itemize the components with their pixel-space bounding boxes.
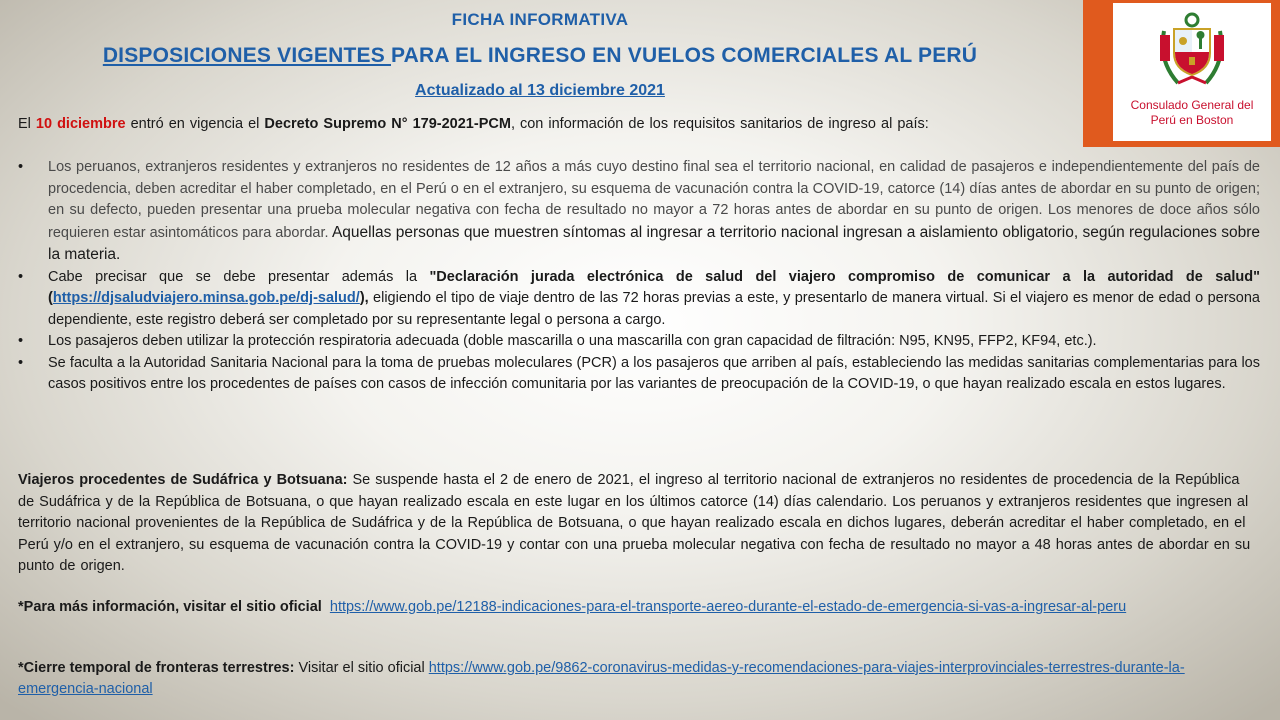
consulate-name: Consulado General del Perú en Boston <box>1130 98 1254 127</box>
south-africa-botswana-paragraph: Viajeros procedentes de Sudáfrica y Botsuana: Se suspende hasta el 2 de enero de 2021, el ingreso al territorio nacional de extranjeros no residentes de procedencia de la República de Sudáfrica y de la República de Botsuana, o que hayan realizado escala en este lugar en los últimos catorce (14) días calendario. Los peruanos y extranjeros residentes que ingresen al territorio nacional provenientes de la República de Sudáfrica y de la República de Botsuana, o que hayan realizado escala en dichos lugares, deberán acreditar el haber completado, en el Perú y/o en el extranjero, su esquema de vacunación contra la COVID-19 y contar con una prueba molecular negativa con fecha de resultado no mayor a 48 horas antes de abordar en su punto de origen. <box>18 472 1251 574</box>
bullet-marker: • <box>18 333 24 349</box>
dj-salud-link[interactable]: https://djsaludviajero.minsa.gob.pe/dj-salud/ <box>52 290 360 306</box>
gob-pe-land-travel-link[interactable]: https://www.gob.pe/9862-coronavirus-medidas-y-recomendaciones-para-viajes-interprovinciales-terrestres-durante-la-emergencia-nacional <box>18 660 1185 697</box>
border-closure-paragraph: *Cierre temporal de fronteras terrestres: Visitar el sitio oficial https://www.gob.pe/9862-coronavirus-medidas-y-recomendaciones-para-viajes-interprovinciales-terrestres-durante-la-emergencia-nacional <box>18 660 1185 697</box>
title-rest: PARA EL INGRESO EN VUELOS COMERCIALES AL PERÚ <box>390 44 978 67</box>
page-title <box>0 44 1080 68</box>
list-item: • Se faculta a la Autoridad Sanitaria Nacional para la toma de pruebas moleculares (PCR) a los pasajeros que arriben al país, estableciendo las medidas sanitarias complementarias para los casos positivos entre los procedentes de países con casos de infección comunitaria por las variantes de preocupación de la COVID-19, o que hayan realizado escala en estos lugares. <box>18 354 1260 392</box>
updated-date: Actualizado al 13 diciembre 2021 <box>415 82 665 99</box>
ficha-heading: FICHA INFORMATIVA <box>451 10 629 29</box>
bullet-marker: • <box>18 268 24 285</box>
gob-pe-air-transport-link[interactable]: https://www.gob.pe/12188-indicaciones-para-el-transporte-aereo-durante-el-estado-de-emergencia-si-vas-a-ingresar-al-peru <box>329 599 1127 615</box>
more-info-paragraph <box>18 597 1260 618</box>
list-item: • Cabe precisar que se debe presentar además la "Declaración jurada electrónica de salud del viajero compromiso de comunicar a la autoridad de salud" (https://djsaludviajero.minsa.gob.pe/dj-salud/), eligiendo el tipo de viaje dentro de las 72 horas previas a este, y presentarlo de manera virtual. Si el viajero es menor de edad o persona dependiente, este registro deberá ser completado por su representante legal o persona a cargo. <box>18 268 1261 328</box>
coat-of-arms-icon <box>1156 11 1228 91</box>
bullet-marker: • <box>18 159 24 175</box>
title-underlined: DISPOSICIONES VIGENTES <box>102 44 391 67</box>
border-closure-label: *Cierre temporal de fronteras terrestres: <box>18 660 295 676</box>
decree-name: Decreto Supremo N° 179-2021-PCM <box>264 116 511 132</box>
requirements-list <box>18 157 1260 396</box>
viajeros-label: Viajeros procedentes de Sudáfrica y Botsuana: <box>18 472 348 488</box>
bullet-marker: • <box>18 354 24 371</box>
list-item: • Los peruanos, extranjeros residentes y extranjeros no residentes de 12 años a más cuyo destino final sea el territorio nacional, en calidad de pasajeros e independientemente del país de procedencia, deben acreditar el haber completado, en el Perú o en el extranjero, su esquema de vacunación contra la COVID-19, catorce (14) días antes de abordar en su punto de origen; en su defecto, pueden presentar una prueba molecular negativa con fecha de resultado no mayor a 72 horas antes de abordar en su punto de origen. Los menores de doce años sólo requieren estar asintomáticos para abordar. Aquellas personas que muestren síntomas al ingresar a territorio nacional ingresan a aislamiento obligatorio, según regulaciones sobre la materia. <box>18 159 1260 263</box>
list-item: • Los pasajeros deben utilizar la protección respiratoria adecuada (doble mascarilla o una mascarilla con gran capacidad de filtración: N95, KN95, FFP2, KF94, etc.). <box>18 331 1260 353</box>
consulate-logo <box>1113 3 1271 141</box>
effective-date: 10 diciembre <box>35 116 126 132</box>
intro-paragraph: El 10 diciembre entró en vigencia el Decreto Supremo N° 179-2021-PCM, con información de los requisitos sanitarios de ingreso al país: <box>18 116 929 132</box>
more-info-label: *Para más información, visitar el sitio oficial <box>18 599 322 615</box>
